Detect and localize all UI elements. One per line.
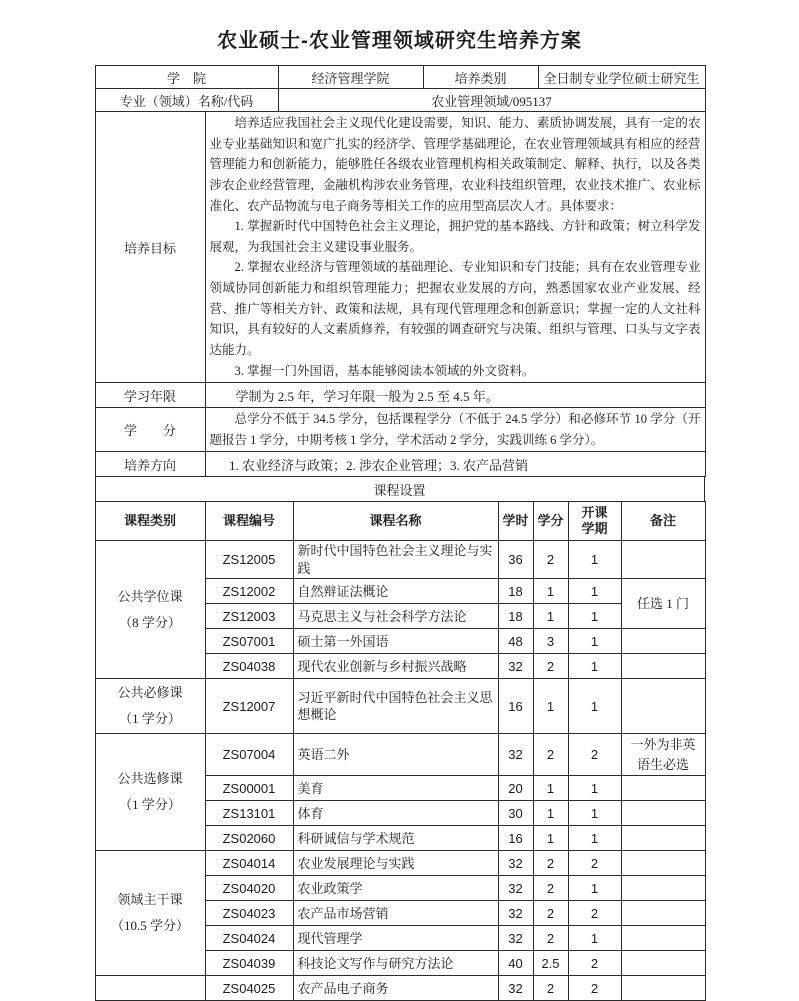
college-value: 经济管理学院 [278, 66, 423, 89]
course-hours: 30 [498, 801, 533, 826]
course-hours: 16 [498, 679, 533, 734]
course-name: 自然辩证法概论 [293, 579, 498, 604]
duration-row [95, 383, 705, 408]
goal-paragraph: 培养适应我国社会主义现代化建设需要，知识、能力、素质协调发展，具有一定的农业专业基础知识和宽广扎实的经济学、管理学基础理论，在农业管理领域具有相应的经营管理能力和创新能力，能够胜任各级农业管理机构相关政策制定、解释、执行，以及各类涉农企业经营管理，金融机构涉农业务管理，农业科技组织管理，农业技术推广、农业标准化、农产品物流与电子商务等相关工作的应用型高层次人才。具体要求： [209, 116, 701, 213]
training-plan-table [95, 65, 705, 1001]
course-name: 农产品电子商务 [293, 976, 498, 1001]
major-value: 农业管理领域/095137 [278, 89, 705, 112]
course-note: 任选 1 门 [621, 579, 705, 629]
directions-label: 培养方向 [95, 452, 205, 477]
course-term: 1 [568, 801, 621, 826]
course-credits: 2.5 [533, 951, 568, 976]
course-name: 现代农业创新与乡村振兴战略 [293, 654, 498, 679]
course-hours: 32 [498, 734, 533, 776]
course-name: 农业政策学 [293, 876, 498, 901]
course-code: ZS12005 [205, 541, 293, 579]
header-category: 课程类别 [95, 502, 205, 541]
course-credits: 2 [533, 901, 568, 926]
course-code: ZS07004 [205, 734, 293, 776]
goal-label: 培养目标 [95, 112, 205, 383]
goal-paragraph: 2. 掌握农业经济与管理领域的基础理论、专业知识和专门技能；具有在农业管理专业领域协同创新能力和组织管理能力；把握农业发展的方向，熟悉国家农业产业发展、经营、推广等相关方针、政策和法规，具有现代管理理念和创新意识；掌握一定的人文社科知识，具有较好的人文素质修养，有较强的调查研究与决策、组织与管理、口头与文字表达能力。 [209, 260, 701, 357]
course-name: 现代管理学 [293, 926, 498, 951]
course-term: 1 [568, 629, 621, 654]
college-label: 学 院 [95, 66, 278, 89]
course-row [95, 679, 705, 734]
course-note [621, 851, 705, 876]
course-credits: 2 [533, 926, 568, 951]
course-code: ZS04039 [205, 951, 293, 976]
course-code: ZS04038 [205, 654, 293, 679]
course-term: 1 [568, 876, 621, 901]
major-label: 专业（领域）名称/代码 [95, 89, 278, 112]
course-name: 英语二外 [293, 734, 498, 776]
course-note [621, 679, 705, 734]
college-row [95, 66, 705, 89]
duration-label: 学习年限 [95, 383, 205, 408]
course-note [621, 976, 705, 1001]
course-term: 1 [568, 579, 621, 604]
course-hours: 32 [498, 876, 533, 901]
course-row [95, 541, 705, 579]
course-term: 2 [568, 734, 621, 776]
course-code: ZS04014 [205, 851, 293, 876]
course-row [95, 976, 705, 1001]
course-credits: 2 [533, 976, 568, 1001]
course-term: 1 [568, 679, 621, 734]
header-term: 开课 学期 [568, 502, 621, 541]
course-hours: 32 [498, 926, 533, 951]
course-note [621, 826, 705, 851]
course-name: 科技论文写作与研究方法论 [293, 951, 498, 976]
course-name: 马克思主义与社会科学方法论 [293, 604, 498, 629]
course-credits: 1 [533, 801, 568, 826]
course-term: 2 [568, 851, 621, 876]
course-hours: 32 [498, 851, 533, 876]
course-name: 习近平新时代中国特色社会主义思想概论 [293, 679, 498, 734]
course-hours: 32 [498, 976, 533, 1001]
course-header-row [95, 502, 705, 541]
goal-paragraph: 1. 掌握新时代中国特色社会主义理论，拥护党的基本路线、方针和政策；树立科学发展观，为我国社会主义建设事业服务。 [209, 219, 701, 254]
course-note [621, 951, 705, 976]
course-name: 科研诚信与学术规范 [293, 826, 498, 851]
course-code: ZS00001 [205, 776, 293, 801]
course-row [95, 851, 705, 876]
course-note [621, 654, 705, 679]
goal-content [205, 112, 705, 383]
course-credits: 1 [533, 679, 568, 734]
category-cell [95, 976, 205, 1001]
course-name: 美育 [293, 776, 498, 801]
course-credits: 1 [533, 776, 568, 801]
course-credits: 2 [533, 734, 568, 776]
course-term: 1 [568, 926, 621, 951]
course-hours: 18 [498, 579, 533, 604]
course-credits: 3 [533, 629, 568, 654]
course-credits: 1 [533, 826, 568, 851]
course-note [621, 541, 705, 579]
course-term: 1 [568, 541, 621, 579]
course-code: ZS04023 [205, 901, 293, 926]
course-term: 1 [568, 654, 621, 679]
course-credits: 1 [533, 579, 568, 604]
goal-paragraph: 3. 掌握一门外国语，基本能够阅读本领域的外文资料。 [234, 363, 535, 378]
course-hours: 32 [498, 901, 533, 926]
course-row [95, 734, 705, 776]
course-term: 2 [568, 901, 621, 926]
course-note [621, 926, 705, 951]
course-term: 1 [568, 776, 621, 801]
course-name: 硕士第一外国语 [293, 629, 498, 654]
course-code: ZS12007 [205, 679, 293, 734]
course-note [621, 801, 705, 826]
directions-value: 1. 农业经济与政策；2. 涉农企业管理；3. 农产品营销 [205, 452, 705, 477]
page-title: 农业硕士-农业管理领域研究生培养方案 [217, 30, 582, 52]
category-cell: 公共必修课 （1 学分） [95, 679, 205, 734]
course-term: 2 [568, 976, 621, 1001]
course-section-title: 课程设置 [95, 477, 704, 502]
course-term: 1 [568, 604, 621, 629]
category-cell: 公共学位课 （8 学分） [95, 541, 205, 679]
course-hours: 36 [498, 541, 533, 579]
course-credits: 2 [533, 876, 568, 901]
course-note [621, 776, 705, 801]
college-info-table [95, 65, 706, 112]
training-category-value: 全日制专业学位硕士研究生 [538, 66, 705, 89]
training-category-label: 培养类别 [423, 66, 538, 89]
course-note [621, 629, 705, 654]
course-name: 新时代中国特色社会主义理论与实践 [293, 541, 498, 579]
course-code: ZS07001 [205, 629, 293, 654]
course-code: ZS12003 [205, 604, 293, 629]
course-term: 2 [568, 951, 621, 976]
course-code: ZS04024 [205, 926, 293, 951]
category-cell: 领域主干课 （10.5 学分） [95, 851, 205, 976]
course-code: ZS13101 [205, 801, 293, 826]
course-note [621, 876, 705, 901]
course-note [621, 901, 705, 926]
course-hours: 32 [498, 654, 533, 679]
goal-row [95, 112, 705, 383]
overview-table [95, 111, 706, 477]
course-credits: 2 [533, 654, 568, 679]
course-code: ZS04020 [205, 876, 293, 901]
course-hours: 16 [498, 826, 533, 851]
course-hours: 18 [498, 604, 533, 629]
duration-value: 学制为 2.5 年，学习年限一般为 2.5 至 4.5 年。 [205, 383, 705, 408]
course-credits: 2 [533, 851, 568, 876]
course-name: 农产品市场营销 [293, 901, 498, 926]
header-credits: 学分 [533, 502, 568, 541]
header-code: 课程编号 [205, 502, 293, 541]
course-hours: 20 [498, 776, 533, 801]
course-note: 一外为非英语生必选 [621, 734, 705, 776]
course-credits: 1 [533, 604, 568, 629]
course-name: 体育 [293, 801, 498, 826]
course-credits: 2 [533, 541, 568, 579]
course-hours: 40 [498, 951, 533, 976]
major-row [95, 89, 705, 112]
course-table [95, 501, 706, 1001]
credits-content [205, 408, 705, 452]
course-section-banner [95, 476, 705, 502]
credits-label: 学 分 [95, 408, 205, 452]
course-hours: 48 [498, 629, 533, 654]
header-name: 课程名称 [293, 502, 498, 541]
course-code: ZS04025 [205, 976, 293, 1001]
directions-row [95, 452, 705, 477]
header-hours: 学时 [498, 502, 533, 541]
course-name: 农业发展理论与实践 [293, 851, 498, 876]
course-code: ZS02060 [205, 826, 293, 851]
course-code: ZS12002 [205, 579, 293, 604]
credits-value: 总学分不低于 34.5 学分，包括课程学分（不低于 24.5 学分）和必修环节 10 学分（开题报告 1 学分，中期考核 1 学分，学术活动 2 学分，实践训练 6 学分）。 [209, 412, 701, 447]
category-cell: 公共选修课 （1 学分） [95, 734, 205, 851]
credits-row [95, 408, 705, 452]
course-term: 1 [568, 826, 621, 851]
header-note: 备注 [621, 502, 705, 541]
